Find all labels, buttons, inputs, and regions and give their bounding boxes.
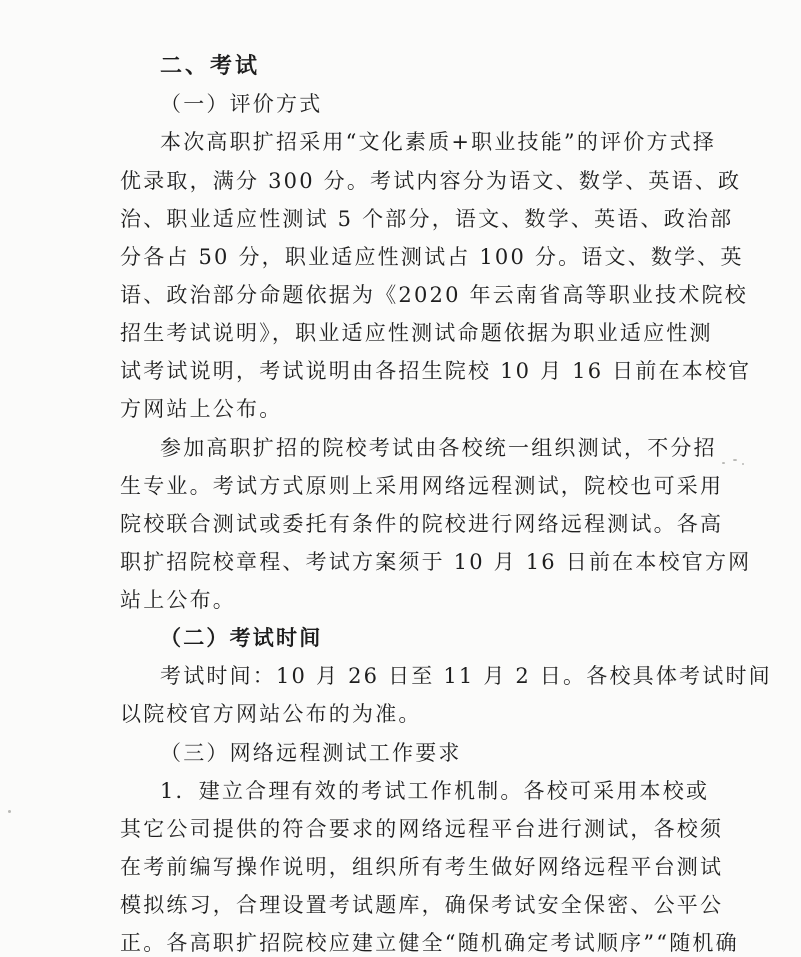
- paragraph-line: 方网站上公布。: [120, 397, 283, 421]
- paragraph-line: 站上公布。: [120, 588, 236, 612]
- paragraph-line: 语、政治部分命题依据为《2020 年云南省高等职业技术院校: [120, 283, 748, 307]
- scan-speck: [722, 462, 725, 464]
- paragraph-line: 以院校官方网站公布的为准。: [120, 702, 422, 726]
- paragraph-line: 试考试说明，考试说明由各招生院校 10 月 16 日前在本校官: [120, 359, 752, 383]
- paragraph-line: 生专业。考试方式原则上采用网络远程测试，院校也可采用: [120, 474, 724, 498]
- paragraph-line: 院校联合测试或委托有条件的院校进行网络远程测试。各高: [120, 512, 724, 536]
- paragraph-line: 本次高职扩招采用“文化素质+职业技能”的评价方式择: [160, 130, 717, 154]
- paragraph-line: 在考前编写操作说明，组织所有考生做好网络远程平台测试: [120, 855, 724, 879]
- scan-speck: [733, 459, 737, 461]
- subheading-remote-test-requirements: （三）网络远程测试工作要求: [160, 741, 462, 765]
- paragraph-line: 模拟练习，合理设置考试题库，确保考试安全保密、公平公: [120, 893, 724, 917]
- subheading-evaluation-method: （一）评价方式: [160, 92, 323, 116]
- paragraph-line: 1．建立合理有效的考试工作机制。各校可采用本校或: [160, 779, 710, 803]
- section-title: 二、考试: [160, 54, 261, 79]
- paragraph-line: 考试时间：10 月 26 日至 11 月 2 日。各校具体考试时间: [160, 664, 772, 688]
- scan-speck: [742, 463, 744, 465]
- paragraph-line: 正。各高职扩招院校应建立健全“随机确定考试顺序”“随机确: [120, 931, 739, 955]
- scan-speck: [8, 810, 11, 813]
- paragraph-line: 分各占 50 分，职业适应性测试占 100 分。语文、数学、英: [120, 245, 744, 269]
- paragraph-line: 优录取，满分 300 分。考试内容分为语文、数学、英语、政: [120, 169, 742, 193]
- paragraph-line: 其它公司提供的符合要求的网络远程平台进行测试，各校须: [120, 817, 724, 841]
- paragraph-line: 职扩招院校章程、考试方案须于 10 月 16 日前在本校官方网: [120, 550, 752, 574]
- paragraph-line: 治、职业适应性测试 5 个部分，语文、数学、英语、政治部: [120, 207, 734, 231]
- subheading-exam-time: （二）考试时间: [160, 626, 323, 650]
- paragraph-line: 参加高职扩招的院校考试由各校统一组织测试，不分招: [160, 436, 717, 460]
- paragraph-line: 招生考试说明》，职业适应性测试命题依据为职业适应性测: [120, 321, 713, 345]
